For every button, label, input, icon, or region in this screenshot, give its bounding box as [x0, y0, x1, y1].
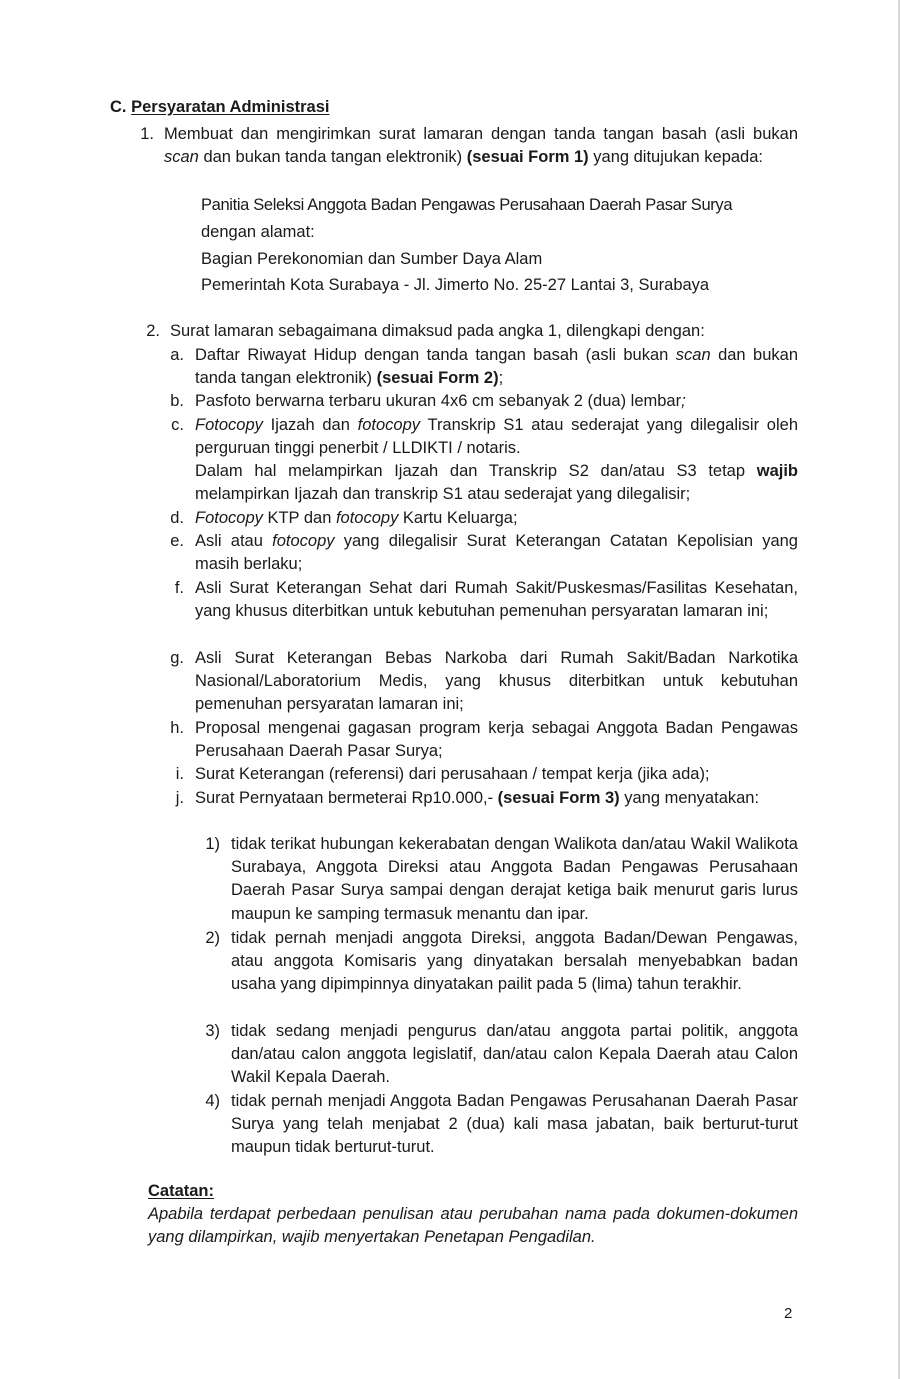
sub-d-marker: d. — [170, 509, 184, 527]
sub-j-4-marker: 4) — [205, 1092, 220, 1110]
sub-j-4-text: tidak pernah menjadi Anggota Badan Pengawas Perusahanan Daerah Pasar Surya yang telah menjabat 2 (dua) kali masa jabatan, baik berturut-turut maupun tidak berturut-turut. — [231, 1092, 798, 1157]
item-2-intro: Surat lamaran sebagaimana dimaksud pada angka 1, dilengkapi dengan: — [170, 322, 705, 340]
wajib-bold: wajib — [756, 462, 798, 480]
form-1-ref: (sesuai Form 1) — [466, 148, 589, 167]
form-2-ref: (sesuai Form 2) — [376, 369, 499, 388]
note-title: Catatan: — [148, 1182, 215, 1200]
item-1-number: 1. — [140, 125, 154, 143]
sub-e-marker: e. — [170, 532, 184, 550]
sub-j-text: Surat Pernyataan bermeterai Rp10.000,- (sesuai Form 3) yang menyatakan: — [195, 789, 760, 807]
addressee: Panitia Seleksi Anggota Badan Pengawas Perusahaan Daerah Pasar Surya — [201, 196, 733, 214]
sub-j-marker: j. — [175, 789, 184, 807]
sub-g-text: Asli Surat Keterangan Bebas Narkoba dari Rumah Sakit/Badan Narkotika Nasional/Laboratorium Medis, yang khusus diterbitkan untuk kebutuhan pemenuhan persyaratan lamaran ini; — [195, 649, 798, 714]
sub-h-text: Proposal mengenai gagasan program kerja sebagai Anggota Badan Pengawas Perusahaan Daerah Pasar Surya; — [195, 719, 798, 761]
sub-a-text: Daftar Riwayat Hidup dengan tanda tangan basah (asli bukan scan dan bukan tanda tangan elektronik) (sesuai Form 2); — [195, 346, 799, 388]
sub-d-text: Fotocopy KTP dan fotocopy Kartu Keluarga; — [195, 509, 518, 527]
scan-italic: scan — [164, 148, 199, 167]
note-text: Apabila terdapat perbedaan penulisan atau perubahan nama pada dokumen-dokumen yang dilampirkan, wajib menyertakan Penetapan Pengadilan. — [148, 1205, 798, 1247]
address-line-1: Bagian Perekonomian dan Sumber Daya Alam — [201, 250, 543, 268]
sub-c-text: Fotocopy Ijazah dan fotocopy Transkrip S1 atau sederajat yang dilegalisir oleh perguruan tinggi penerbit / LLDIKTI / notaris. — [195, 416, 798, 458]
sub-j-3-text: tidak sedang menjadi pengurus dan/atau anggota partai politik, anggota dan/atau calon anggota legislatif, dan/atau calon Kepala Daerah atau Calon Wakil Kepala Daerah. — [231, 1022, 798, 1087]
page-number: 2 — [784, 1305, 793, 1322]
sub-j-1-text: tidak terikat hubungan kekerabatan dengan Walikota dan/atau Wakil Walikota Surabaya, Anggota Direksi atau Anggota Badan Pengawas Perusahaan Daerah Pasar Surya sampai dengan derajat ketiga baik menurut garis lurus maupun ke samping termasuk menantu dan ipar. — [231, 835, 798, 923]
sub-i-text: Surat Keterangan (referensi) dari perusahaan / tempat kerja (jika ada); — [195, 765, 710, 783]
sub-f-text: Asli Surat Keterangan Sehat dari Rumah Sakit/Puskesmas/Fasilitas Kesehatan, yang khusus diterbitkan untuk kebutuhan pemenuhan persyaratan lamaran ini; — [195, 579, 798, 621]
sub-g-marker: g. — [170, 649, 184, 667]
sub-b-marker: b. — [170, 392, 184, 410]
item-2-number: 2. — [146, 322, 160, 340]
section-letter: C. — [110, 98, 127, 116]
sub-j-3-marker: 3) — [205, 1022, 220, 1040]
sub-j-2-text: tidak pernah menjadi anggota Direksi, anggota Badan/Dewan Pengawas, atau anggota Komisaris yang dinyatakan bersalah menyebabkan badan usaha yang dipimpinnya dinyatakan pailit pada 5 (lima) tahun terakhir. — [231, 929, 798, 994]
sub-e-text: Asli atau fotocopy yang dilegalisir Surat Keterangan Catatan Kepolisian yang masih berlaku; — [195, 532, 798, 574]
sub-j-2-marker: 2) — [205, 929, 220, 947]
sub-c-note: Dalam hal melampirkan Ijazah dan Transkrip S2 dan/atau S3 tetap wajib melampirkan Ijazah dan transkrip S1 atau sederajat yang dilegalisir; — [195, 462, 798, 504]
section-heading — [110, 96, 330, 119]
sub-j-1-marker: 1) — [205, 835, 220, 853]
sub-i-marker: i. — [175, 765, 184, 783]
sub-f-marker: f. — [174, 579, 184, 597]
sub-c-marker: c. — [171, 416, 184, 434]
sub-h-marker: h. — [170, 719, 184, 737]
form-3-ref: (sesuai Form 3) — [497, 789, 620, 807]
sub-b-text: Pasfoto berwarna terbaru ukuran 4x6 cm sebanyak 2 (dua) lembar; — [195, 392, 686, 410]
item-1-text: Membuat dan mengirimkan surat lamaran dengan tanda tangan basah (asli bukan scan dan bukan tanda tangan elektronik) (sesuai Form 1) yang ditujukan kepada: — [164, 125, 798, 167]
address-line-2: Pemerintah Kota Surabaya - Jl. Jimerto No. 25-27 Lantai 3, Surabaya — [201, 276, 710, 294]
section-title: Persyaratan Administrasi — [131, 98, 330, 116]
address-label: dengan alamat: — [201, 223, 315, 241]
sub-a-marker: a. — [170, 346, 184, 364]
